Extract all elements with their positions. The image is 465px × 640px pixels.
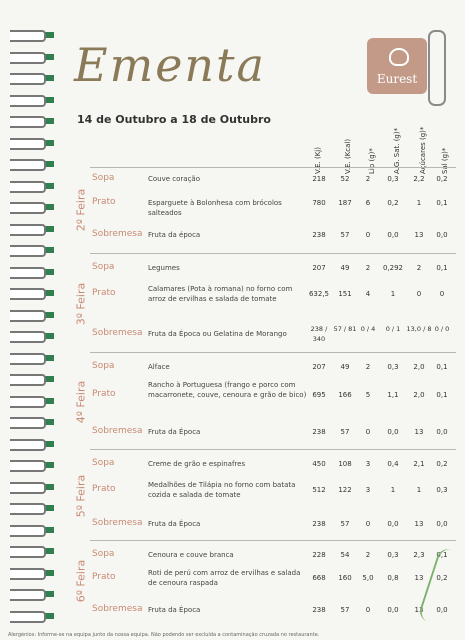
nutrition-value: 238 xyxy=(312,428,326,436)
column-header: Lip (g)* xyxy=(368,148,376,174)
day-block xyxy=(70,256,92,352)
binding-ring xyxy=(10,482,46,494)
nutrition-value: 207 xyxy=(312,264,326,272)
nutrition-value: 0,1 xyxy=(436,264,448,272)
binding-ring xyxy=(10,202,46,214)
allergen-footer: Alergénios: Informe-se na equipa junto da nossa equipa. Não podendo ser excluída a contaminação cruzada no restaurante. xyxy=(8,632,320,638)
column-header: Açúcares (g)* xyxy=(419,126,427,174)
nutrition-value: 238 xyxy=(312,520,326,528)
nutrition-value: 632,5 xyxy=(308,290,330,298)
nutrition-value: 3 xyxy=(365,460,371,468)
nutrition-value: 2 xyxy=(365,175,371,183)
dish-name: Couve coração xyxy=(148,175,201,183)
nutrition-value: 780 xyxy=(312,199,326,207)
nutrition-value: 0,0 xyxy=(436,231,448,239)
nutrition-value: 0 / 1 xyxy=(385,325,401,333)
day-separator xyxy=(90,449,456,450)
nutrition-value: 160 xyxy=(338,574,352,582)
nutrition-value: 238 xyxy=(312,606,326,614)
meal-category: Prato xyxy=(92,288,116,298)
nutrition-value: 228 xyxy=(312,551,326,559)
nutrition-value: 57 xyxy=(340,520,350,528)
paperclip-icon xyxy=(428,30,446,106)
meal-category: Prato xyxy=(92,389,116,399)
nutrition-value: 13 xyxy=(414,428,424,436)
binding-ring xyxy=(10,589,46,601)
meal-category: Prato xyxy=(92,572,116,582)
nutrition-value: 0,0 xyxy=(436,520,448,528)
nutrition-value: 5 xyxy=(365,391,371,399)
binding-ring xyxy=(10,568,46,580)
menu-title: Ementa xyxy=(74,38,266,92)
nutrition-value: 0,3 xyxy=(387,363,399,371)
binding-ring xyxy=(10,611,46,623)
nutrition-value: 0 / 4 xyxy=(360,325,376,333)
nutrition-value: 0,1 xyxy=(436,363,448,371)
binding-ring xyxy=(10,159,46,171)
nutrition-value: 0,1 xyxy=(436,551,448,559)
nutrition-value: 0,0 xyxy=(387,231,399,239)
nutrition-value: 57 xyxy=(340,231,350,239)
nutrition-value: 4 xyxy=(365,290,371,298)
meal-category: Sobremesa xyxy=(92,604,143,614)
binding-ring xyxy=(10,116,46,128)
binding-ring xyxy=(10,503,46,515)
nutrition-value: 1 xyxy=(416,199,422,207)
dish-name: Fruta da Época xyxy=(148,428,201,436)
meal-category: Sopa xyxy=(92,262,115,272)
nutrition-value: 52 xyxy=(340,175,350,183)
nutrition-value: 0 xyxy=(365,428,371,436)
nutrition-value: 122 xyxy=(338,486,352,494)
day-separator xyxy=(90,352,456,353)
day-block xyxy=(70,355,92,448)
binding-ring xyxy=(10,181,46,193)
nutrition-value: 54 xyxy=(340,551,350,559)
nutrition-value: 0,8 xyxy=(387,574,399,582)
nutrition-value: 0,0 xyxy=(387,606,399,614)
nutrition-value: 0,0 xyxy=(387,428,399,436)
nutrition-value: 108 xyxy=(338,460,352,468)
day-separator xyxy=(90,167,456,168)
dish-name: Calamares (Pota à romana) no forno com arroz de ervilhas e salada de tomate xyxy=(148,285,293,303)
column-header: V.E. (Kcal) xyxy=(344,138,352,174)
nutrition-value: 0,3 xyxy=(387,551,399,559)
nutrition-value: 2 xyxy=(365,363,371,371)
day-block xyxy=(70,167,92,253)
nutrition-value: 0 xyxy=(365,520,371,528)
nutrition-value: 0,0 xyxy=(436,606,448,614)
nutrition-value: 2,0 xyxy=(413,363,425,371)
meal-category: Prato xyxy=(92,197,116,207)
nutrition-value: 0,1 xyxy=(436,391,448,399)
nutrition-value: 49 xyxy=(340,363,350,371)
meal-category: Sopa xyxy=(92,458,115,468)
nutrition-value: 512 xyxy=(312,486,326,494)
nutrition-value: 187 xyxy=(338,199,352,207)
dish-name: Esparguete à Bolonhesa com brócolos salteados xyxy=(148,199,282,217)
meal-category: Sobremesa xyxy=(92,328,143,338)
binding-ring xyxy=(10,353,46,365)
nutrition-value: 450 xyxy=(312,460,326,468)
nutrition-value: 13 xyxy=(414,231,424,239)
binding-ring xyxy=(10,525,46,537)
dish-name: Creme de grão e espinafres xyxy=(148,460,246,468)
day-separator xyxy=(90,253,456,254)
nutrition-value: 1 xyxy=(416,486,422,494)
dish-name: Rancho à Portuguesa (frango e porco com macarronete, couve, cenoura e grão de bico) xyxy=(148,381,307,399)
nutrition-value: 0,3 xyxy=(436,486,448,494)
binding-ring xyxy=(10,30,46,42)
binding-ring xyxy=(10,396,46,408)
nutrition-value: 0,2 xyxy=(436,175,448,183)
meal-category: Sobremesa xyxy=(92,518,143,528)
meal-category: Sopa xyxy=(92,361,115,371)
meal-category: Sopa xyxy=(92,173,115,183)
day-block xyxy=(70,452,92,540)
nutrition-value: 0 xyxy=(365,606,371,614)
nutrition-value: 0 xyxy=(365,231,371,239)
dish-name: Cenoura e couve branca xyxy=(148,551,234,559)
binding-ring xyxy=(10,310,46,322)
nutrition-value: 0,2 xyxy=(436,460,448,468)
binding-ring xyxy=(10,288,46,300)
nutrition-value: 0,4 xyxy=(387,460,399,468)
binding-ring xyxy=(10,460,46,472)
nutrition-value: 13 xyxy=(414,574,424,582)
binding-ring xyxy=(10,417,46,429)
column-header: Sal (g)* xyxy=(441,147,449,174)
dish-name: Roti de perú com arroz de ervilhas e salada de cenoura raspada xyxy=(148,569,301,587)
nutrition-value: 1 xyxy=(390,486,396,494)
binding-ring xyxy=(10,245,46,257)
day-label: 5º Feira xyxy=(74,474,88,518)
nutrition-value: 218 xyxy=(312,175,326,183)
nutrition-value: 0,0 xyxy=(387,520,399,528)
nutrition-value: 1 xyxy=(390,290,396,298)
meal-category: Prato xyxy=(92,484,116,494)
day-block xyxy=(70,543,92,619)
dish-name: Legumes xyxy=(148,264,180,272)
dish-name: Alface xyxy=(148,363,170,371)
date-range: 14 de Outubro a 18 de Outubro xyxy=(77,113,271,126)
column-header: A.G. Sat. (g)* xyxy=(393,127,401,174)
meal-category: Sobremesa xyxy=(92,229,143,239)
nutrition-value: 0 xyxy=(416,290,422,298)
nutrition-value: 668 xyxy=(312,574,326,582)
nutrition-value: 13 xyxy=(414,520,424,528)
nutrition-value: 166 xyxy=(338,391,352,399)
nutrition-value: 0 xyxy=(439,290,445,298)
nutrition-value: 2,3 xyxy=(413,551,425,559)
eurest-logo xyxy=(367,38,427,94)
binding-ring xyxy=(10,224,46,236)
meal-category: Sobremesa xyxy=(92,426,143,436)
binding-ring xyxy=(10,546,46,558)
dish-name: Fruta da Época xyxy=(148,606,201,614)
dish-name: Fruta da Época ou Gelatina de Morango xyxy=(148,330,287,338)
nutrition-value: 151 xyxy=(338,290,352,298)
nutrition-value: 2 xyxy=(365,551,371,559)
spiral-binding xyxy=(0,0,68,640)
nutrition-value: 695 xyxy=(312,391,326,399)
binding-ring xyxy=(10,374,46,386)
nutrition-value: 57 xyxy=(340,606,350,614)
nutrition-value: 238 / 340 xyxy=(310,325,328,343)
binding-ring xyxy=(10,267,46,279)
nutrition-value: 2,2 xyxy=(413,175,425,183)
nutrition-value: 0,0 xyxy=(436,428,448,436)
day-label: 6º Feira xyxy=(74,559,88,603)
nutrition-value: 238 xyxy=(312,231,326,239)
nutrition-value: 3 xyxy=(365,486,371,494)
nutrition-value: 0,2 xyxy=(436,574,448,582)
column-header: V.E. (Kj) xyxy=(314,147,322,174)
meal-category: Sopa xyxy=(92,549,115,559)
nutrition-value: 2 xyxy=(365,264,371,272)
nutrition-value: 57 xyxy=(340,428,350,436)
eurest-logo-text: Eurest xyxy=(376,72,418,86)
nutrition-value: 57 / 81 xyxy=(333,325,357,333)
binding-ring xyxy=(10,331,46,343)
day-separator xyxy=(90,540,456,541)
nutrition-value: 13 xyxy=(414,606,424,614)
nutrition-value: 0,2 xyxy=(387,199,399,207)
nutrition-value: 0,3 xyxy=(387,175,399,183)
nutrition-value: 207 xyxy=(312,363,326,371)
nutrition-value: 0,1 xyxy=(436,199,448,207)
nutrition-value: 13,0 / 8 xyxy=(406,325,432,333)
nutrition-value: 0,292 xyxy=(382,264,404,272)
day-label: 3º Feira xyxy=(74,282,88,326)
binding-ring xyxy=(10,439,46,451)
nutrition-value: 0 / 0 xyxy=(434,325,450,333)
dish-name: Fruta da época xyxy=(148,231,201,239)
day-label: 4º Feira xyxy=(74,380,88,423)
binding-ring xyxy=(10,73,46,85)
binding-ring xyxy=(10,95,46,107)
nutrition-value: 5,0 xyxy=(362,574,374,582)
binding-ring xyxy=(10,138,46,150)
nutrition-value: 2 xyxy=(416,264,422,272)
binding-ring xyxy=(10,52,46,64)
eurest-logo-icon xyxy=(389,48,409,66)
nutrition-value: 2,1 xyxy=(413,460,425,468)
nutrition-value: 1,1 xyxy=(387,391,399,399)
dish-name: Medalhões de Tilápia no forno com batata cozida e salada de tomate xyxy=(148,481,296,499)
nutrition-value: 2,0 xyxy=(413,391,425,399)
nutrition-value: 6 xyxy=(365,199,371,207)
nutrition-value: 49 xyxy=(340,264,350,272)
dish-name: Fruta da Época xyxy=(148,520,201,528)
day-label: 2º Feira xyxy=(74,188,88,232)
